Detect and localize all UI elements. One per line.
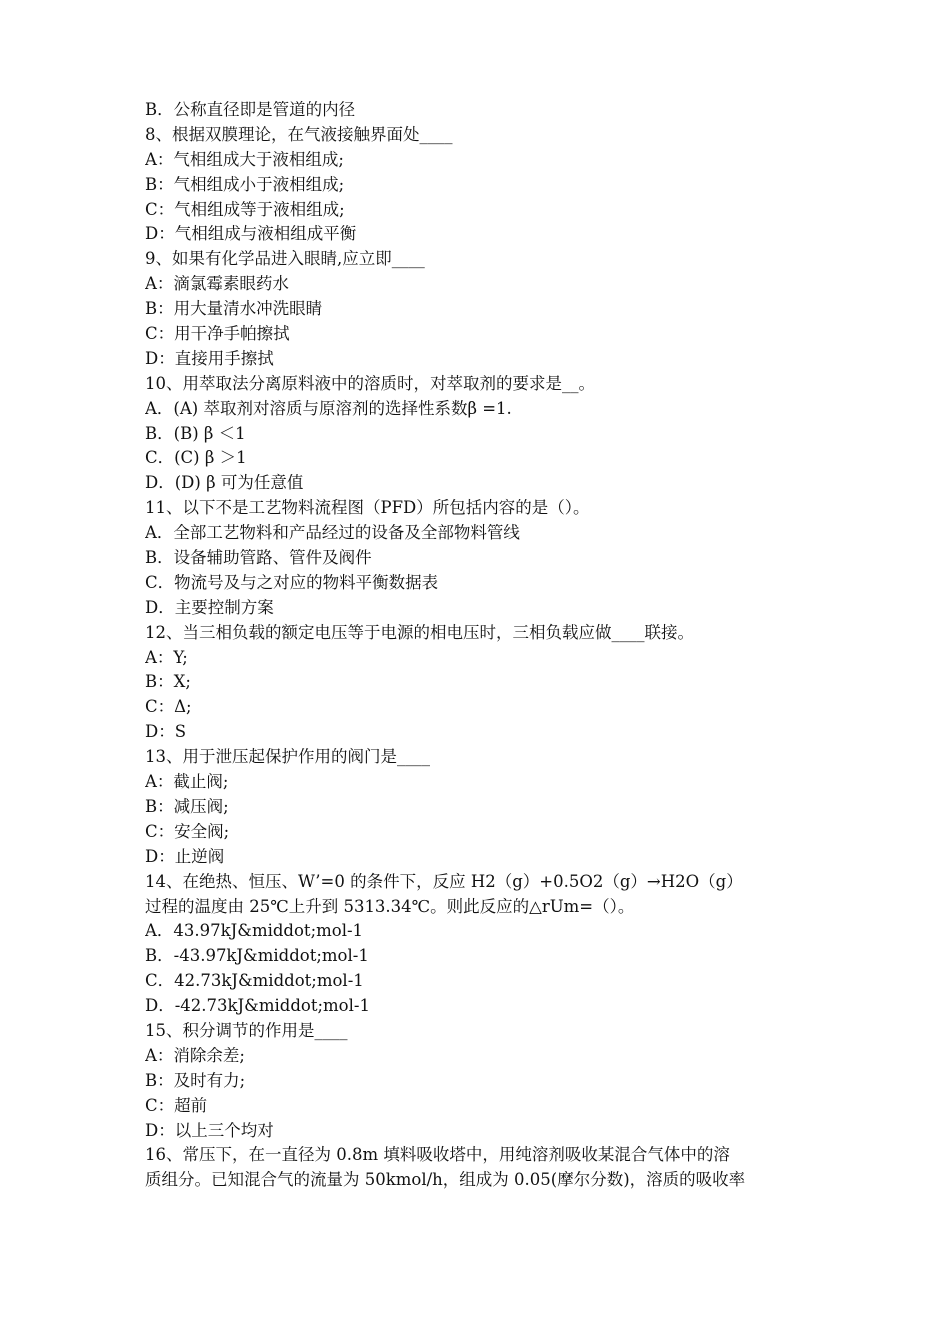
question-12-option-b: B：X; (145, 672, 191, 692)
question-12-option-a: A：Y; (145, 647, 188, 667)
question-9-option-a: A：滴氯霉素眼药水 (145, 274, 289, 294)
question-14-option-a: A．43.97kJ&middot;mol-1 (145, 921, 364, 941)
question-11-option-b: B．设备辅助管路、管件及阀件 (145, 548, 372, 568)
question-8-stem: 8、根据双膜理论，在气液接触界面处____ (145, 124, 453, 144)
question-13-option-a: A：截止阀; (145, 772, 229, 792)
question-15-option-d: D：以上三个均对 (145, 1120, 274, 1140)
question-16-stem: 16、常压下，在一直径为 0.8m 填料吸收塔中，用纯溶剂吸收某混合气体中的溶 (145, 1145, 730, 1165)
question-11-stem: 11、以下不是工艺物料流程图（PFD）所包括内容的是（）。 (145, 498, 590, 518)
question-15-option-c: C：超前 (145, 1095, 208, 1115)
question-12-option-c: C：Δ; (145, 697, 192, 717)
question-14-option-c: C．42.73kJ&middot;mol-1 (145, 971, 364, 991)
question-15-option-a: A：消除余差; (145, 1045, 245, 1065)
question-8-option-a: A：气相组成大于液相组成; (145, 149, 344, 169)
question-11-option-c: C．物流号及与之对应的物料平衡数据表 (145, 572, 439, 592)
question-10-option-d: D．(D) β 可为任意值 (145, 473, 304, 493)
question-14-stem-continued: 过程的温度由 25℃上升到 5313.34℃。则此反应的△rUm=（）。 (145, 896, 635, 916)
question-14-stem: 14、在绝热、恒压、W’=0 的条件下，反应 H2（g）+0.5O2（g）→H2O（g） (145, 871, 743, 891)
question-12-stem: 12、当三相负载的额定电压等于电源的相电压时，三相负载应做____联接。 (145, 622, 694, 642)
question-10-stem: 10、用萃取法分离原料液中的溶质时，对萃取剂的要求是__。 (145, 373, 595, 393)
question-13-stem: 13、用于泄压起保护作用的阀门是____ (145, 747, 430, 767)
question-9-option-b: B：用大量清水冲洗眼睛 (145, 299, 323, 319)
question-8-option-d: D：气相组成与液相组成平衡 (145, 224, 357, 244)
question-11-option-a: A．全部工艺物料和产品经过的设备及全部物料管线 (145, 523, 520, 543)
question-10-option-b: B．(B) β ＜1 (145, 423, 246, 443)
question-14-option-d: D．-42.73kJ&middot;mol-1 (145, 996, 370, 1016)
question-13-option-c: C：安全阀; (145, 821, 230, 841)
question-10-option-c: C．(C) β ＞1 (145, 448, 247, 468)
question-16-stem-continued: 质组分。已知混合气的流量为 50kmol/h，组成为 0.05(摩尔分数)，溶质的吸收率 (145, 1170, 746, 1190)
question-14-option-b: B．-43.97kJ&middot;mol-1 (145, 946, 369, 966)
question-11-option-d: D．主要控制方案 (145, 597, 274, 617)
question-10-option-a: A．(A) 萃取剂对溶质与原溶剂的选择性系数β =1. (145, 398, 512, 418)
text-line: B．公称直径即是管道的内径 (145, 100, 356, 119)
question-9-option-d: D：直接用手擦拭 (145, 348, 274, 368)
question-15-option-b: B：及时有力; (145, 1070, 246, 1090)
question-9-stem: 9、如果有化学品进入眼睛,应立即____ (145, 249, 425, 269)
question-13-option-b: B：减压阀; (145, 796, 229, 816)
document-body (145, 98, 810, 1193)
question-9-option-c: C：用干净手帕擦拭 (145, 324, 290, 344)
question-15-stem: 15、积分调节的作用是____ (145, 1020, 348, 1040)
question-13-option-d: D：止逆阀 (145, 846, 225, 866)
question-12-option-d: D：S (145, 722, 187, 742)
question-8-option-c: C：气相组成等于液相组成; (145, 199, 345, 219)
question-8-option-b: B：气相组成小于液相组成; (145, 174, 345, 194)
